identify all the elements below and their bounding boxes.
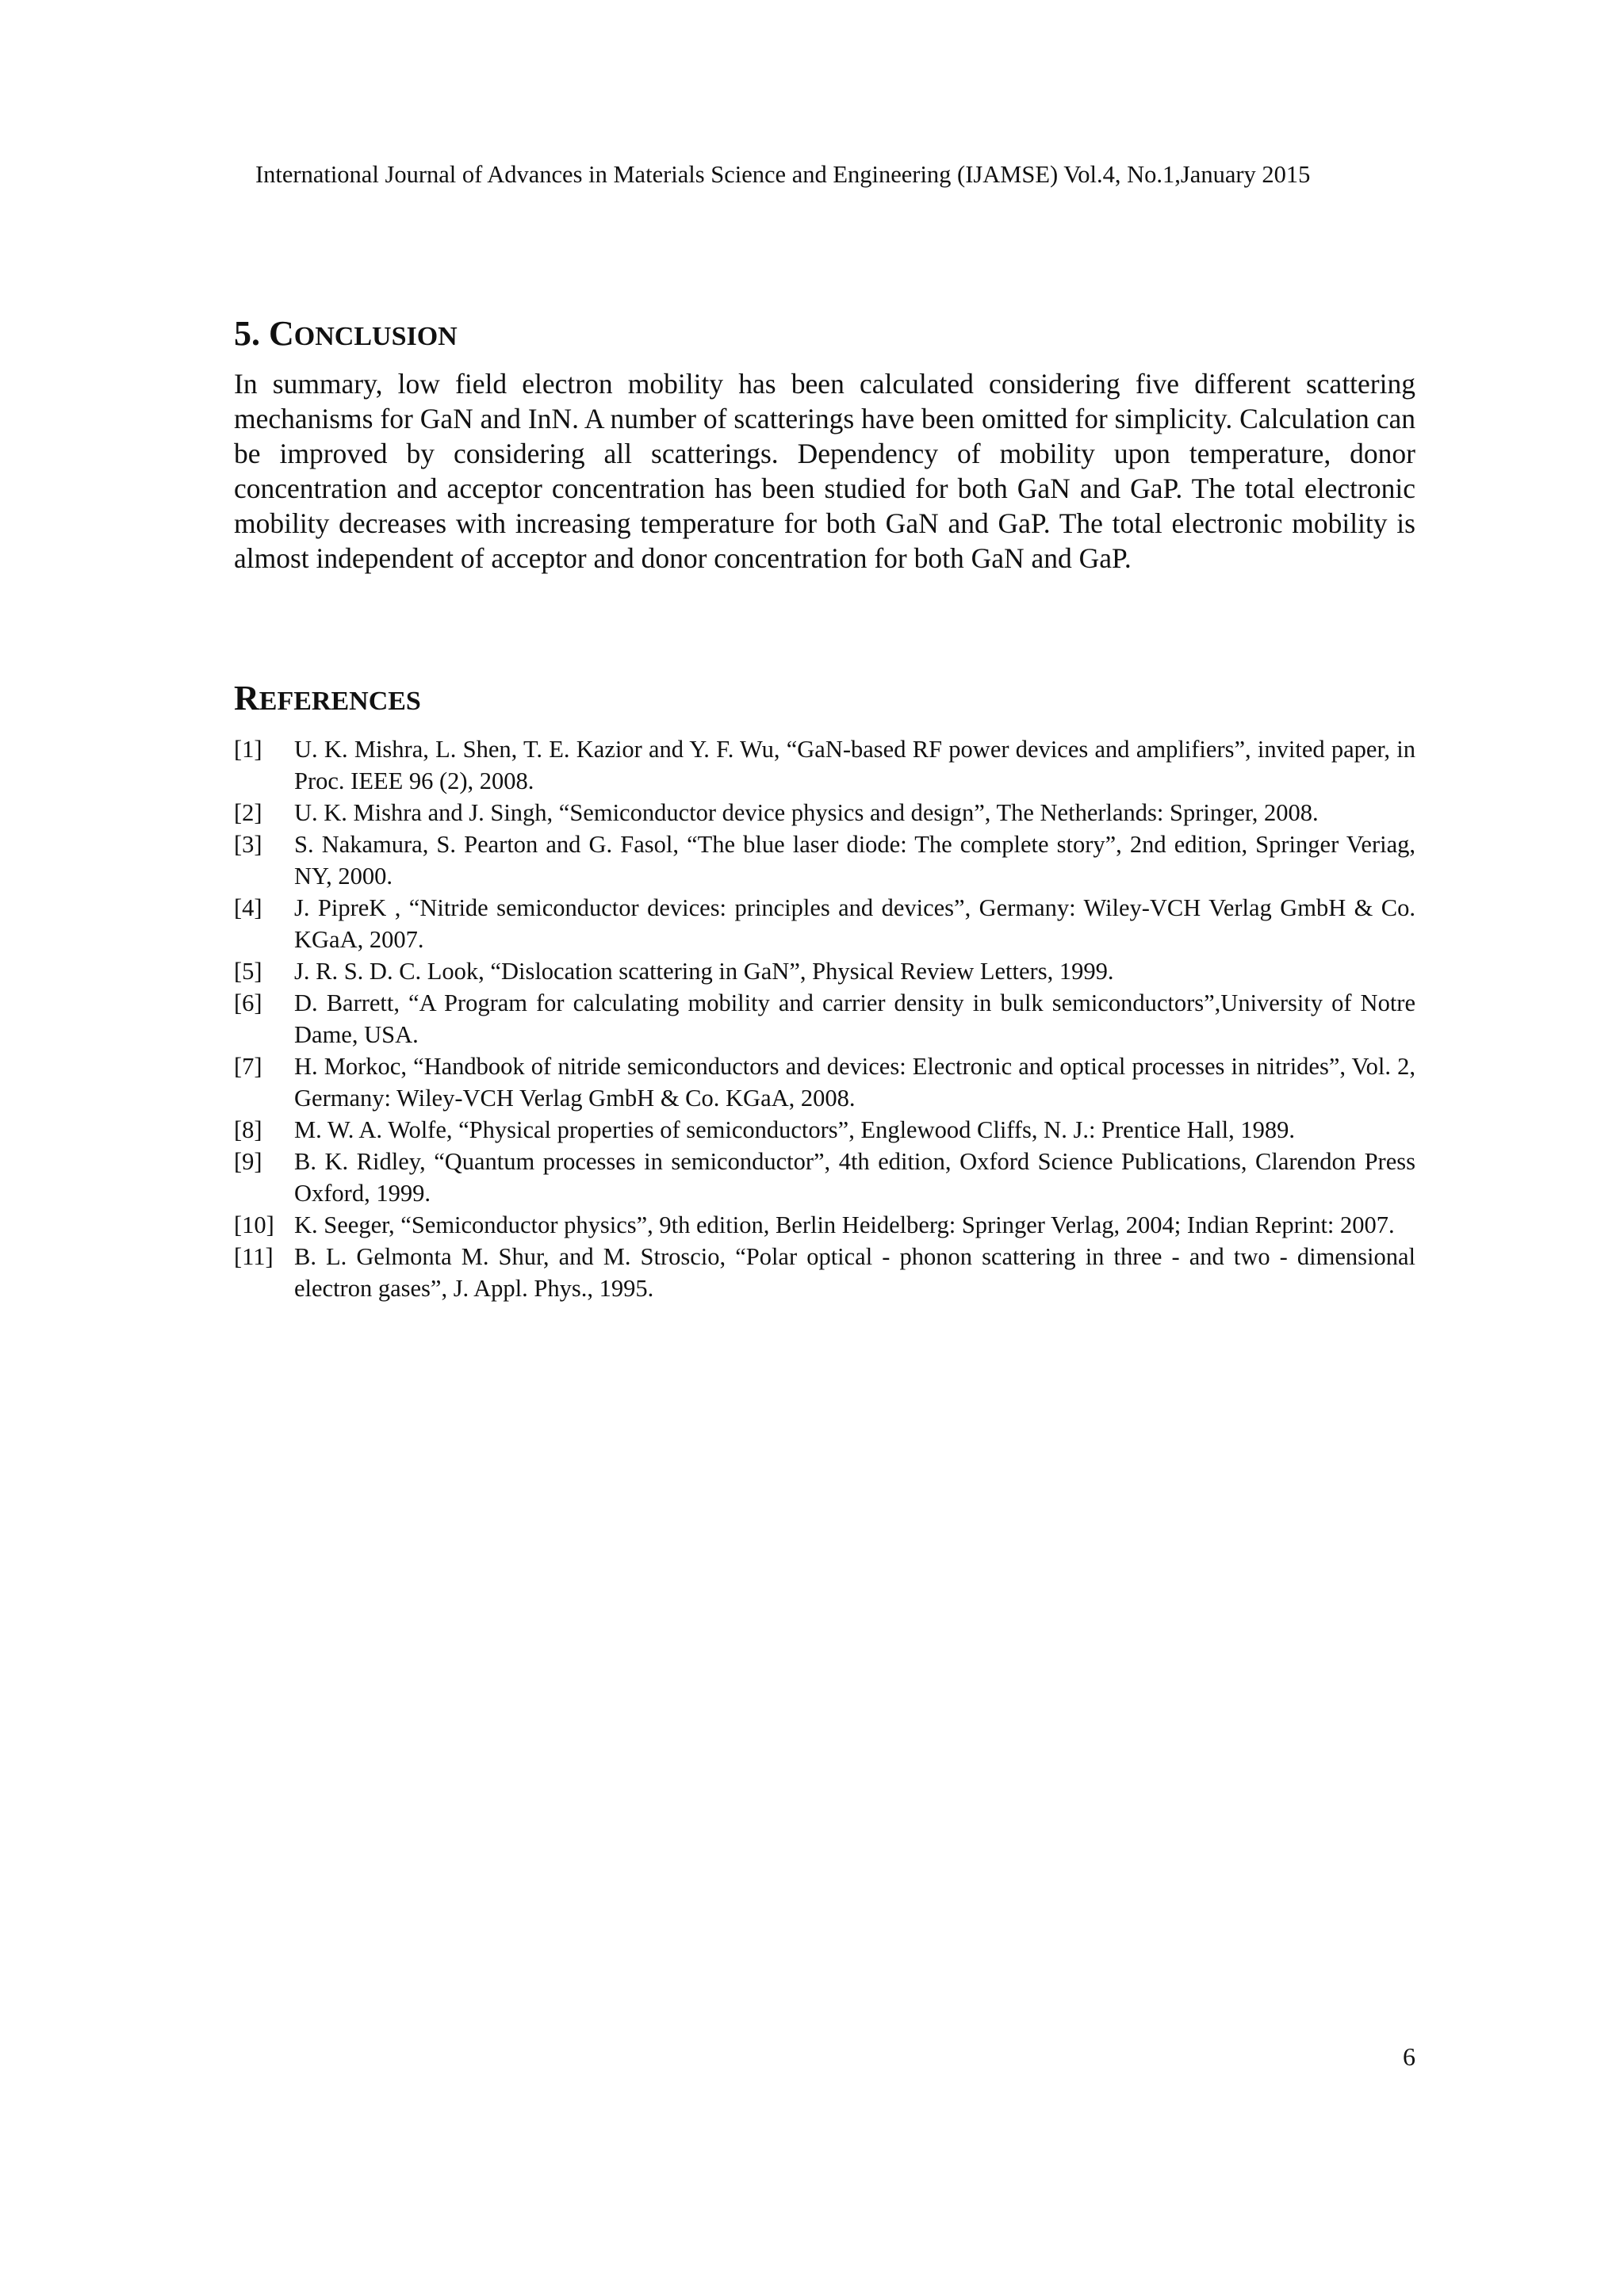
reference-item (234, 733, 1415, 797)
reference-item (234, 955, 1415, 987)
reference-item (234, 1209, 1415, 1241)
reference-text: B. K. Ridley, “Quantum processes in semiconductor”, 4th edition, Oxford Science Publications, Clarendon Press Oxford, 1999. (294, 1148, 1415, 1207)
conclusion-heading (234, 312, 458, 359)
reference-text: M. W. A. Wolfe, “Physical properties of semiconductors”, Englewood Cliffs, N. J.: Prentice Hall, 1989. (294, 1116, 1295, 1143)
reference-number: [2] (234, 799, 262, 826)
reference-number: [1] (234, 736, 262, 763)
page-number: 6 (1403, 2042, 1415, 2071)
reference-item (234, 987, 1415, 1050)
reference-text: K. Seeger, “Semiconductor physics”, 9th edition, Berlin Heidelberg: Springer Verlag, 2004; Indian Reprint: 2007. (294, 1211, 1395, 1238)
reference-text: H. Morkoc, “Handbook of nitride semiconductors and devices: Electronic and optical processes in nitrides”, Vol. 2, Germany: Wiley-VCH Verlag GmbH & Co. KGaA, 2008. (294, 1053, 1415, 1112)
reference-text: B. L. Gelmonta M. Shur, and M. Stroscio, “Polar optical - phonon scattering in three - and two - dimensional electron gases”, J. Appl. Phys., 1995. (294, 1243, 1415, 1302)
conclusion-heading-rest: ONCLUSION (293, 321, 458, 351)
reference-number: [11] (234, 1243, 274, 1270)
reference-item (234, 1241, 1415, 1304)
reference-number: [4] (234, 894, 262, 921)
references-heading (234, 676, 421, 724)
running-header: International Journal of Advances in Materials Science and Engineering (IJAMSE) Vol.4, No.1,January 2015 (255, 161, 1311, 188)
reference-number: [6] (234, 989, 262, 1016)
reference-item (234, 892, 1415, 955)
conclusion-heading-number: 5. C (234, 313, 294, 353)
references-heading-rest: EFERENCES (259, 686, 421, 716)
reference-number: [5] (234, 958, 262, 985)
reference-item (234, 1050, 1415, 1114)
reference-number: [3] (234, 831, 262, 858)
reference-item (234, 1146, 1415, 1209)
reference-text: U. K. Mishra and J. Singh, “Semiconductor device physics and design”, The Netherlands: Springer, 2008. (294, 799, 1319, 826)
reference-text: D. Barrett, “A Program for calculating mobility and carrier density in bulk semiconductors”,University of Notre Dame, USA. (294, 989, 1415, 1048)
conclusion-paragraph: In summary, low field electron mobility has been calculated considering five different scattering mechanisms for GaN and InN. A number of scatterings have been omitted for simplicity. Calculation can be improved by considering all scatterings. Dependency of mobility upon temperature, donor concentration and acceptor concentration has been studied for both GaN and GaP. The total electronic mobility decreases with increasing temperature for both GaN and GaP. The total electronic mobility is almost independent of acceptor and donor concentration for both GaN and GaP. (234, 368, 1415, 574)
reference-number: [7] (234, 1053, 262, 1080)
reference-number: [8] (234, 1116, 262, 1143)
references-heading-first: R (234, 678, 259, 718)
reference-item (234, 1114, 1415, 1146)
reference-item (234, 828, 1415, 892)
reference-item (234, 797, 1415, 828)
reference-text: J. R. S. D. C. Look, “Dislocation scattering in GaN”, Physical Review Letters, 1999. (294, 958, 1114, 985)
reference-text: U. K. Mishra, L. Shen, T. E. Kazior and Y. F. Wu, “GaN-based RF power devices and amplifiers”, invited paper, in Proc. IEEE 96 (2), 2008. (294, 736, 1415, 794)
reference-list (234, 733, 1415, 1304)
reference-text: S. Nakamura, S. Pearton and G. Fasol, “The blue laser diode: The complete story”, 2nd edition, Springer Veriag, NY, 2000. (294, 831, 1415, 890)
reference-number: [10] (234, 1211, 274, 1238)
reference-number: [9] (234, 1148, 262, 1175)
reference-text: J. PipreK , “Nitride semiconductor devices: principles and devices”, Germany: Wiley-VCH Verlag GmbH & Co. KGaA, 2007. (294, 894, 1415, 953)
